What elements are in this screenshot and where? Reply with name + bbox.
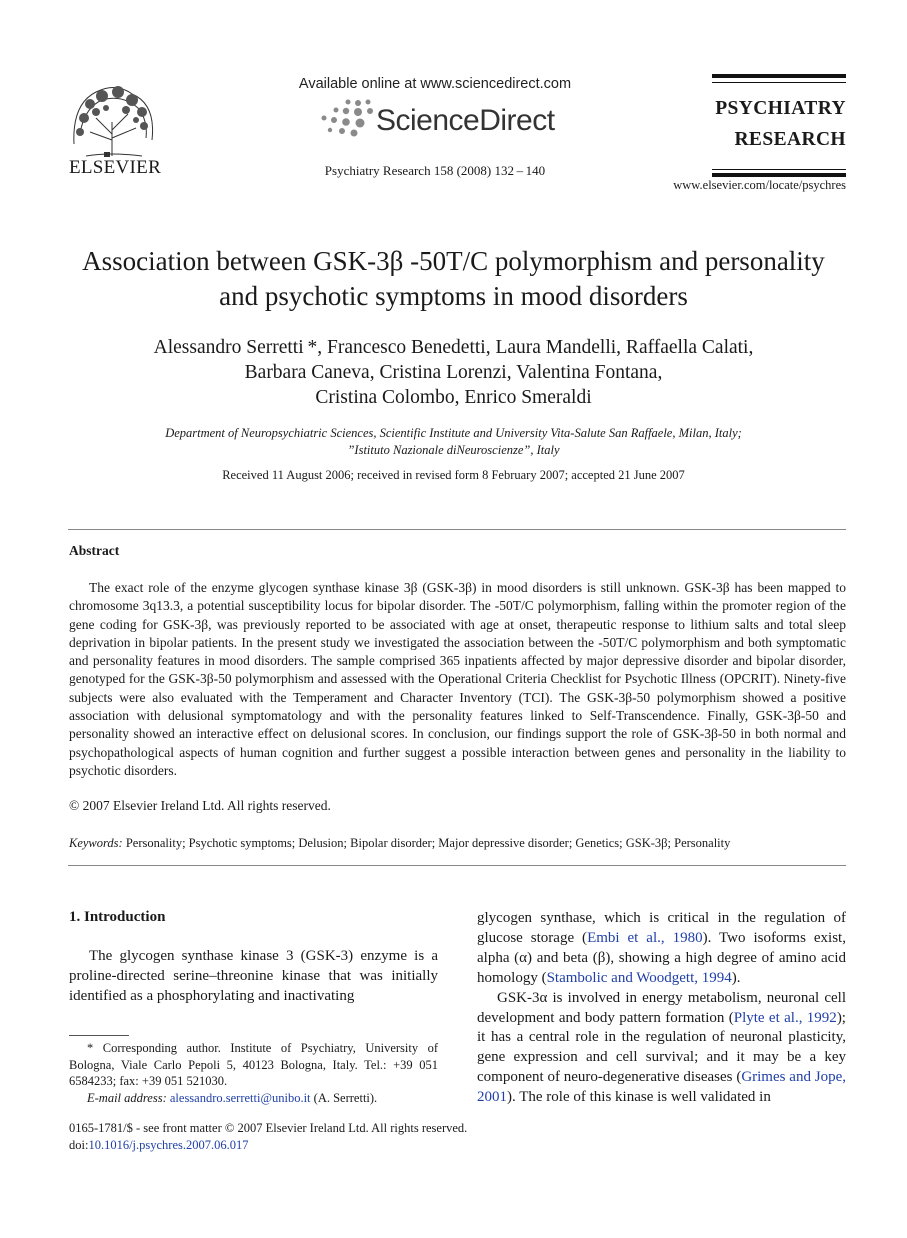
publisher-name: ELSEVIER: [68, 157, 162, 178]
abstract-heading: Abstract: [69, 543, 120, 558]
masthead-rule-bottom: [712, 173, 846, 177]
received-dates: Received 11 August 2006; received in revised form 8 February 2007; accepted 21 June 2007: [222, 468, 685, 482]
intro-paragraph-continued: [477, 909, 846, 989]
title-line: and psychotic symptoms in mood disorders: [219, 281, 688, 311]
masthead-rule-top: [712, 74, 846, 78]
text-run: ). The role of this kinase is well validated in: [507, 1089, 771, 1106]
masthead-rule-thin-bottom: [712, 169, 846, 170]
author-list: [50, 335, 857, 410]
abstract-copyright: © 2007 Elsevier Ireland Ltd. All rights reserved.: [69, 798, 331, 813]
text-run: ).: [731, 969, 741, 986]
title-line: Association between GSK-3β -50T/C polymorphism and personality: [82, 246, 825, 276]
ref-grimes-2001[interactable]: Grimes and Jope, 2001: [477, 1069, 846, 1106]
available-online-link[interactable]: Available online at www.sciencedirect.com: [298, 76, 572, 92]
footnote-rule: [69, 1035, 129, 1036]
journal-citation: Psychiatry Research 158 (2008) 132 – 140: [324, 163, 546, 178]
abstract-text: The exact role of the enzyme glycogen synthase kinase 3β (GSK-3β) in mood disorders is still unknown. GSK-3β has been mapped to chromosome 3q13.3, a potential susceptibility locus for bipolar disorder. The -50T/C polymorphism, falling within the promoter region of the gene coding for GSK-3β, was previously reported to be associated with age at onset, therapeutic response to lithium salts and total sleep deprivation in bipolar patients. In the present study we investigated the association between the -50T/C polymorphism and both symptomatic and personality features in mood disorders. The sample comprised 365 inpatients affected by major depressive disorder and bipolar disorder, genotyped for the GSK-3β-50 polymorphism and assessed with the Operational Criteria Checklist for Psychotic Illness (OPCRIT). Ninety-five subjects were also evaluated with the Temperament and Character Inventory (TCI). The GSK-3β-50 polymorphism showed a positive association with delusional symptomatology and with the personality features linked to Self-Transcendence. Finally, GSK-3β-50 and personality showed an interactive effect on delusional scores. In conclusion, our findings support the role of GSK-3β-50 in both normal and psychopathological aspects of human cognition and further suggest a possible interaction between genes and personality in the liability to psychotic disorders.: [69, 580, 846, 778]
doi-label: doi:: [69, 1137, 89, 1152]
intro-paragraph-left: The glycogen synthase kinase 3 (GSK-3) enzyme is a proline-directed serine–threonine kinase that was initially identified as a phosphorylating and inactivating: [69, 948, 438, 1004]
ref-embi-1980[interactable]: Embi et al., 1980: [587, 929, 703, 946]
text-run: ); it has a central role in the regulation of neuronal plasticity, gene expression and cell survival; and it may be a key component of neuro-degenerative diseases (: [477, 1009, 846, 1086]
keywords-list: Personality; Psychotic symptoms; Delusion; Bipolar disorder; Major depressive disorder; Genetics; GSK-3β; Personality: [125, 836, 731, 850]
journal-masthead: [712, 74, 846, 178]
author-email-link[interactable]: alessandro.serretti@unibo.it: [169, 1090, 311, 1105]
section-heading-introduction: 1. Introduction: [69, 909, 166, 925]
footnote-address: * Corresponding author. Institute of Psychiatry, University of Bologna, Viale Carlo Pepoli 5, 40123 Bologna, Italy. Tel.: +39 051 6584233; fax: +39 051 521030.: [69, 1041, 438, 1089]
footnote-email: [69, 1090, 438, 1107]
corresponding-author-footnote: [69, 1040, 438, 1106]
email-suffix: (A. Serretti).: [310, 1090, 378, 1105]
article-title: [50, 244, 857, 314]
doi-link[interactable]: 10.1016/j.psychres.2007.06.017: [88, 1137, 249, 1152]
journal-title-line2: RESEARCH: [734, 129, 846, 150]
ref-stambolic-1994[interactable]: Stambolic and Woodgett, 1994: [546, 969, 732, 986]
affiliation-line: ”Istituto Nazionale diNeuroscienze”, Italy: [347, 443, 560, 457]
intro-column-right: [477, 909, 846, 1108]
text-run: ). Two isoforms exist, alpha (α) and beta (β), showing a high degree of amino acid homology (: [477, 929, 846, 986]
text-run: GSK-3α is involved in energy metabolism, neuronal cell development and body pattern formation (: [477, 989, 846, 1026]
divider-bottom: [68, 865, 846, 866]
front-matter: [69, 1120, 569, 1153]
issn-line: 0165-1781/$ - see front matter © 2007 Elsevier Ireland Ltd. All rights reserved.: [69, 1121, 468, 1135]
journal-url-link[interactable]: www.elsevier.com/locate/psychres: [673, 178, 846, 192]
divider-top: [68, 529, 846, 530]
authors-line: Alessandro Serretti *, Francesco Benedetti, Laura Mandelli, Raffaella Calati,: [153, 337, 754, 358]
authors-line: Barbara Caneva, Cristina Lorenzi, Valentina Fontana,: [244, 362, 663, 383]
sciencedirect-dots-icon: [318, 98, 380, 138]
affiliation-line: Department of Neuropsychiatric Sciences, Scientific Institute and University Vita-Salute San Raffaele, Milan, Italy;: [165, 426, 742, 440]
journal-title-line1: PSYCHIATRY: [715, 98, 846, 119]
authors-line: Cristina Colombo, Enrico Smeraldi: [315, 387, 592, 408]
sciencedirect-wordmark: ScienceDirect: [376, 104, 555, 137]
doi-line: [69, 1137, 569, 1154]
affiliation: [50, 425, 857, 459]
ref-plyte-1992[interactable]: Plyte et al., 1992: [733, 1009, 837, 1026]
keywords-label: Keywords:: [69, 836, 123, 850]
keywords: [69, 836, 846, 851]
email-label: E-mail address:: [87, 1090, 167, 1105]
intro-paragraph-gsk3a: [477, 989, 846, 1108]
text-run: glycogen synthase, which is critical in the regulation of glucose storage (: [477, 910, 846, 946]
masthead-rule-thin: [712, 82, 846, 83]
